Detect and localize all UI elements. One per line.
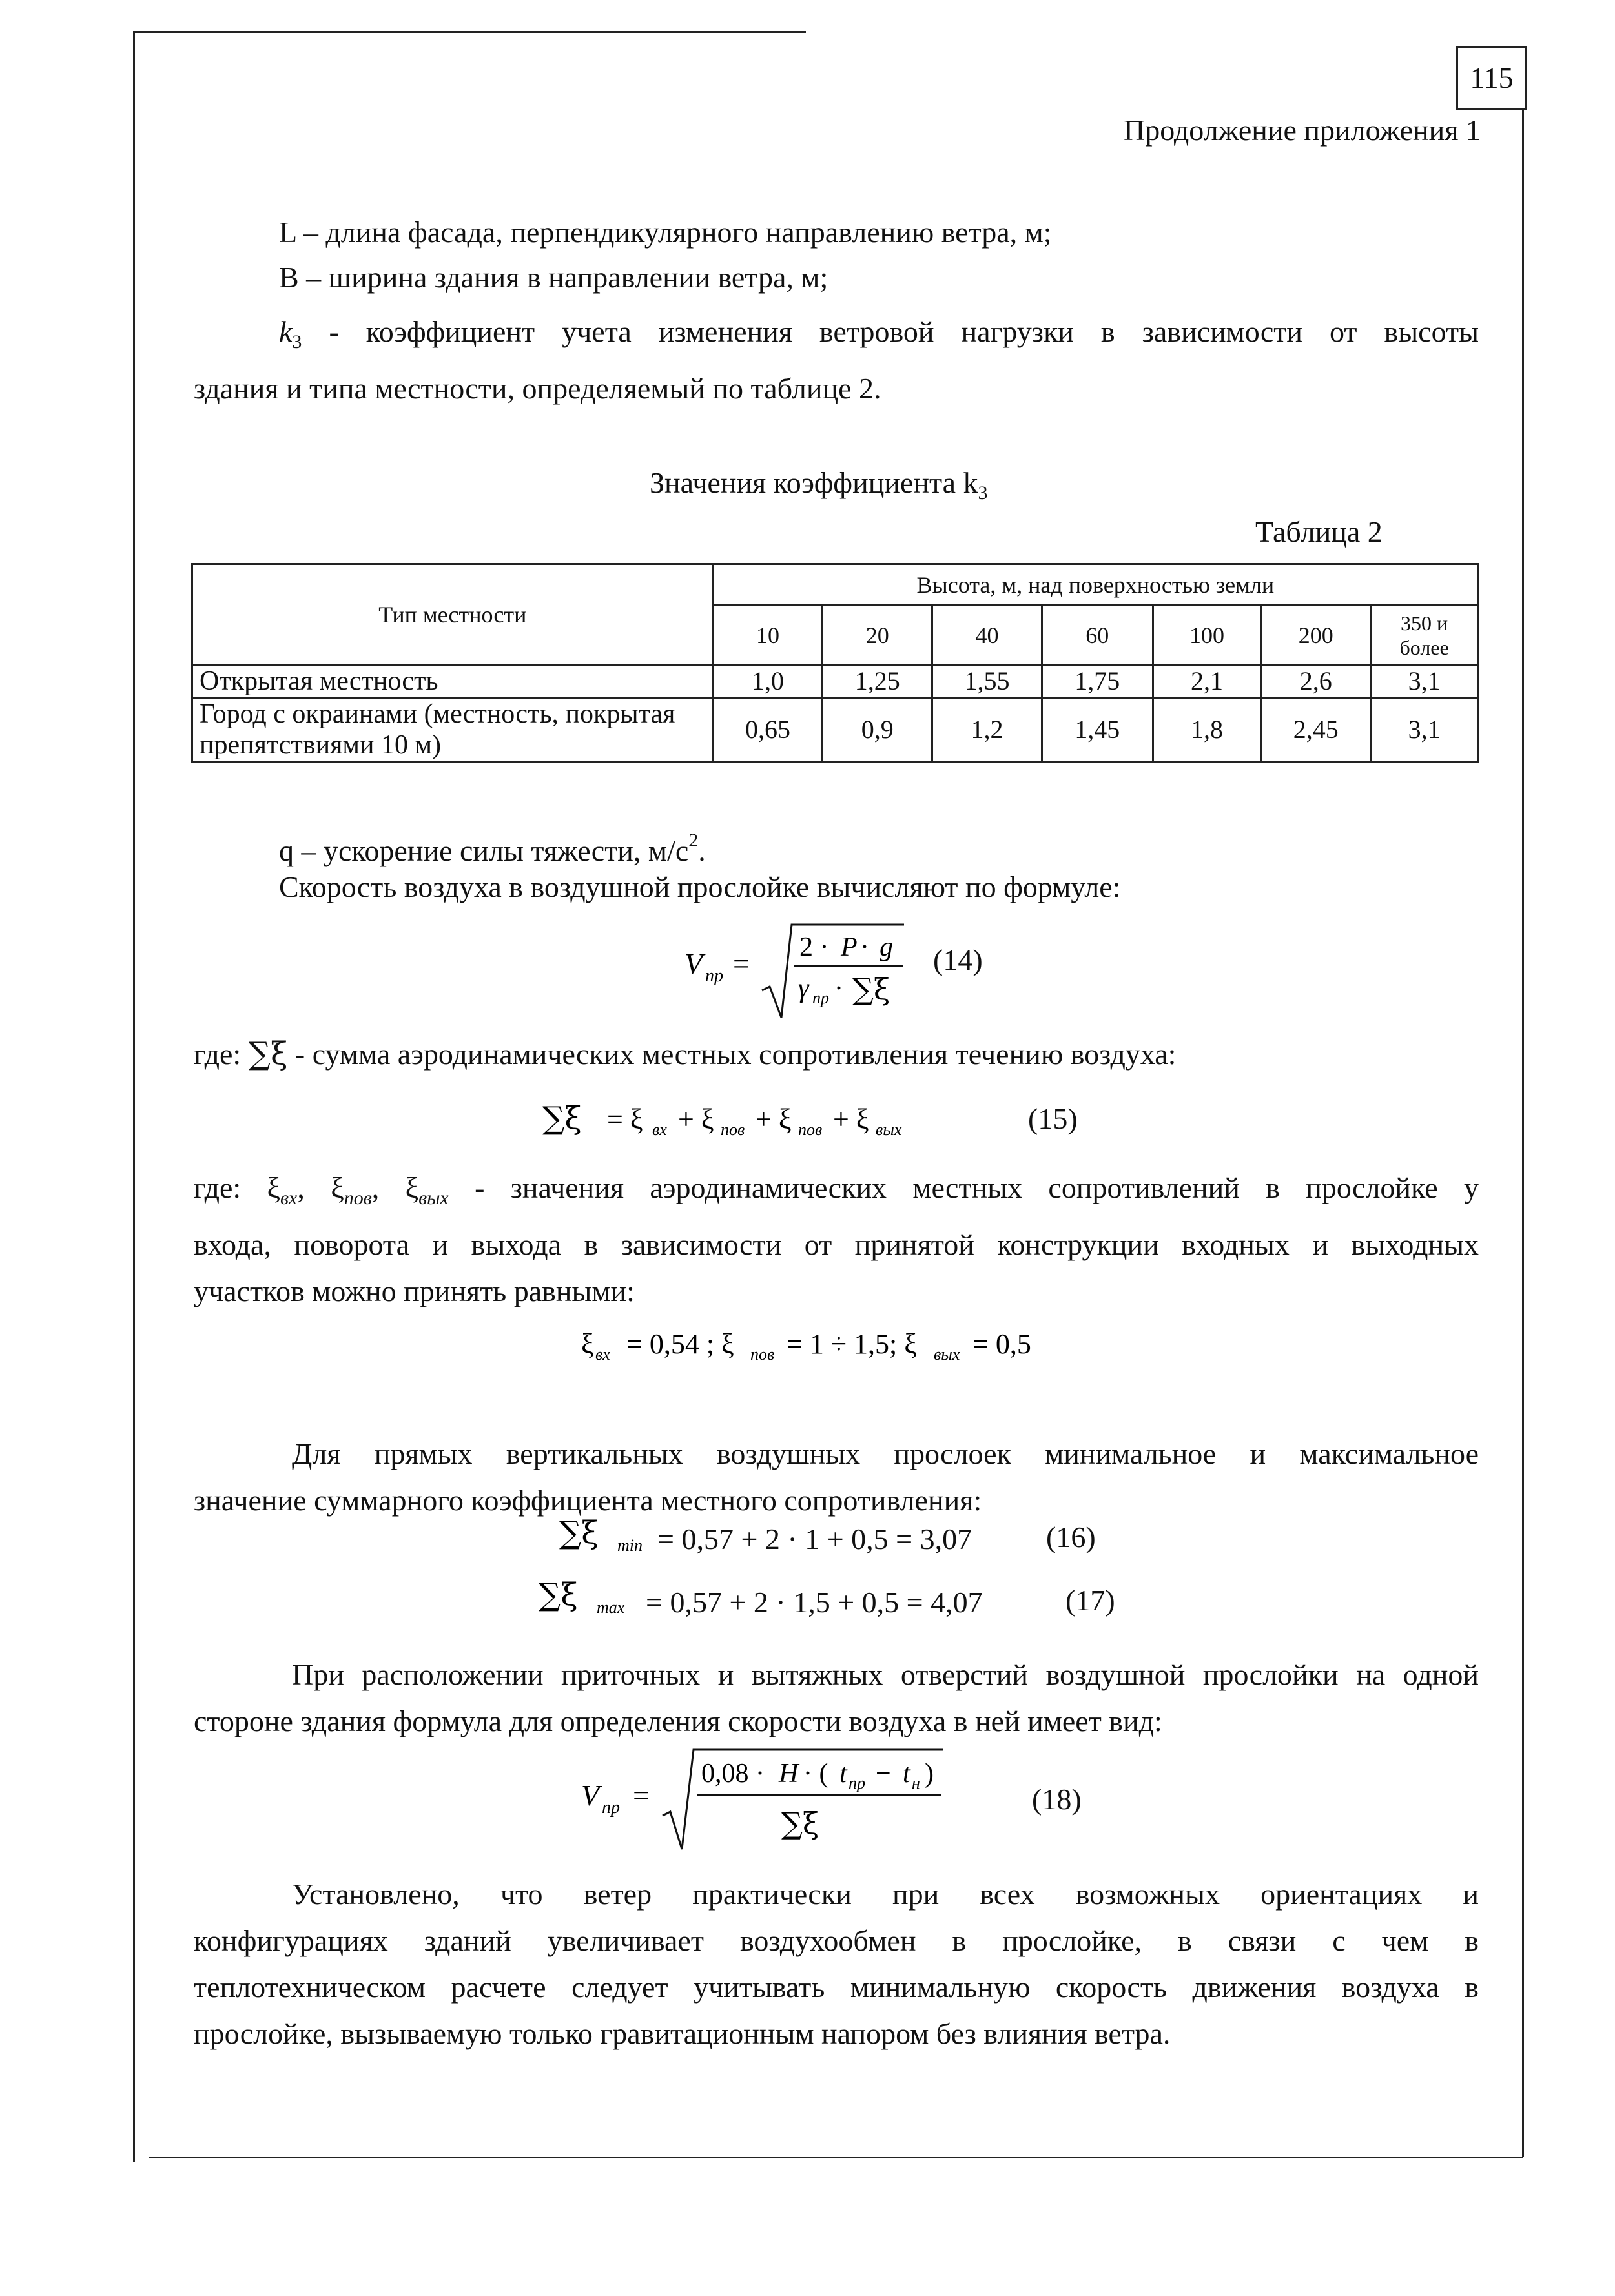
table-cell: 0,65 — [713, 698, 823, 762]
k3-table — [191, 563, 1479, 763]
one-side-paragraph — [194, 1652, 1479, 1745]
svg-text:пр: пр — [812, 989, 829, 1007]
vertical-line1: Для прямых вертикальных воздушных прослоек минимальное и максимальное — [292, 1437, 1479, 1470]
svg-text:∑ξ: ∑ξ — [559, 1515, 599, 1551]
table-cell: 1,0 — [713, 665, 823, 698]
table-cell: 2,1 — [1153, 665, 1261, 698]
height-cell: 40 — [932, 606, 1042, 665]
sum-def-prefix: где: — [194, 1038, 242, 1071]
svg-text:∑ξ: ∑ξ — [781, 1806, 819, 1841]
svg-text:2 ·: 2 · — [799, 932, 829, 962]
svg-text:g: g — [880, 932, 893, 962]
svg-text:= ξ: = ξ — [607, 1103, 643, 1135]
def-L: L – длина фасада, перпендикулярного направлению ветра, м; — [279, 216, 1052, 249]
k3-symbol: k — [279, 315, 293, 348]
svg-text:∑ξ: ∑ξ — [542, 1100, 582, 1136]
height-cell: 200 — [1261, 606, 1371, 665]
sum-definition — [194, 1034, 1176, 1074]
sum-xi-symbol: ∑ξ — [248, 1036, 288, 1072]
svg-text:=: = — [733, 947, 750, 980]
appendix-header: Продолжение приложения 1 — [1124, 114, 1481, 147]
page-frame-right — [1522, 110, 1524, 2157]
final-line4: прослойке, вызываемую только гравитационным напором без влияния ветра. — [194, 2017, 1171, 2050]
final-paragraph — [194, 1871, 1479, 2057]
table-cell: 3,1 — [1371, 665, 1478, 698]
svg-text:V: V — [684, 947, 703, 980]
table-caption-index: 3 — [978, 482, 988, 504]
svg-text:max: max — [597, 1598, 625, 1617]
g-def-sup: 2 — [688, 830, 699, 851]
page-frame-bottom — [149, 2157, 1523, 2158]
table-number: Таблица 2 — [1255, 515, 1383, 548]
svg-text:· (: · ( — [803, 1759, 828, 1789]
formula-14 — [672, 919, 943, 1023]
final-line1: Установлено, что ветер практически при всех возможных ориентациях и — [292, 1878, 1479, 1911]
table-cell: 1,2 — [932, 698, 1042, 762]
table-row — [192, 665, 1478, 698]
where2-rest: - значения аэродинамических местных сопротивлений в прослойке у — [448, 1171, 1479, 1204]
eq-number-17: (17) — [1065, 1584, 1115, 1617]
table-cell: 2,45 — [1261, 698, 1371, 762]
def-B: В – ширина здания в направлении ветра, м; — [279, 261, 828, 294]
height-cell: 20 — [823, 606, 932, 665]
g-def-text: q – ускорение силы тяжести, м/с — [279, 834, 689, 867]
final-line2: конфигурациях зданий увеличивает воздухообмен в прослойке, в связи с чем в — [194, 1924, 1479, 1957]
svg-text:пр: пр — [849, 1774, 865, 1792]
page-frame-top — [134, 31, 806, 33]
where2-prefix: где: — [194, 1171, 242, 1204]
sum-def-text: - сумма аэродинамических местных сопротивления течению воздуха: — [287, 1038, 1177, 1071]
svg-text:вых: вых — [876, 1120, 902, 1139]
oneside-line1: При расположении приточных и вытяжных отверстий воздушной прослойки на одной — [292, 1658, 1479, 1691]
svg-text:·: · — [834, 974, 843, 1003]
svg-text:=: = — [633, 1779, 650, 1812]
height-cell: 60 — [1042, 606, 1153, 665]
svg-text:пов: пов — [798, 1120, 823, 1139]
col-header-height: Высота, м, над поверхностью земли — [713, 564, 1477, 606]
svg-text:ξ: ξ — [581, 1328, 594, 1360]
svg-text:= 0,5: = 0,5 — [972, 1328, 1031, 1360]
svg-text:вх: вх — [595, 1345, 610, 1364]
svg-text:min: min — [617, 1536, 643, 1555]
page-number: 115 — [1456, 46, 1527, 110]
table-cell: 2,6 — [1261, 665, 1371, 698]
table-row — [192, 698, 1478, 762]
table-cell: 1,25 — [823, 665, 932, 698]
svg-text:0,08 ·: 0,08 · — [701, 1759, 765, 1789]
where2-line2: входа, поворота и выхода в зависимости от принятой конструкции входных и выходных — [194, 1228, 1479, 1261]
table-cell: 1,45 — [1042, 698, 1153, 762]
svg-text:+ ξ: + ξ — [756, 1103, 792, 1135]
final-line3: теплотехническом расчете следует учитывать минимальную скорость движения воздуха в — [194, 1971, 1479, 2004]
speed-intro: Скорость воздуха в воздушной прослойке вычисляют по формуле: — [279, 870, 1121, 903]
height-cell: 350 и более — [1371, 606, 1478, 665]
eq-number-15: (15) — [1028, 1102, 1078, 1135]
xi-values-graphic — [581, 1322, 1098, 1368]
svg-text:t: t — [839, 1759, 847, 1789]
height-cell: 10 — [713, 606, 823, 665]
table-caption-text: Значения коэффициента k — [650, 466, 978, 499]
vertical-line2: значение суммарного коэффициента местного сопротивления: — [194, 1484, 982, 1517]
height-cell: 100 — [1153, 606, 1261, 665]
svg-text:∑ξ: ∑ξ — [852, 972, 890, 1007]
where2-line3: участков можно принять равными: — [194, 1275, 635, 1307]
k3-index: 3 — [292, 331, 302, 353]
svg-text:γ: γ — [798, 974, 809, 1003]
g-def-end: . — [698, 834, 706, 867]
svg-text:H: H — [779, 1759, 799, 1789]
table-caption — [650, 464, 988, 513]
svg-text:пр: пр — [705, 966, 723, 986]
where-values-paragraph: где: $\xi_{вх}$, $\xi_{пов}$, $\xi_{вых}$ - значения аэродинамических местных сопротивлений в прослойке у входа, поворота и выхода в зависимости от принятой конструкции входных и выходных участков можно принять равными: — [194, 1165, 1479, 1315]
table-cell: 0,9 — [823, 698, 932, 762]
page-frame-left — [133, 31, 135, 2162]
def-k3 — [194, 309, 1479, 412]
oneside-line2: стороне здания формула для определения скорости воздуха в ней имеет вид: — [194, 1705, 1162, 1737]
svg-text:): ) — [925, 1759, 934, 1789]
svg-text:вх: вх — [652, 1120, 667, 1139]
svg-text:+ ξ: + ξ — [678, 1103, 714, 1135]
svg-text:н: н — [912, 1774, 920, 1792]
table-cell: 1,75 — [1042, 665, 1153, 698]
g-definition — [279, 821, 706, 870]
eq16-rhs: = 0,57 + 2 · 1 + 0,5 = 3,07 — [657, 1522, 972, 1555]
svg-text:пов: пов — [721, 1120, 745, 1139]
table-cell: 1,55 — [932, 665, 1042, 698]
svg-text:пов: пов — [750, 1345, 775, 1364]
xi-values-formula — [581, 1322, 1098, 1368]
svg-text:V: V — [581, 1779, 600, 1812]
svg-text:= 0,54 ; ξ: = 0,54 ; ξ — [626, 1328, 734, 1360]
formula-18-graphic — [568, 1743, 969, 1853]
svg-text:вых: вых — [934, 1345, 960, 1364]
svg-text:пр: пр — [602, 1798, 620, 1818]
formula-18 — [568, 1743, 969, 1853]
row-label: Город с окраинами (местность, покрытая препятствиями 10 м) — [192, 698, 714, 762]
eq-number-16: (16) — [1046, 1521, 1096, 1553]
formula-14-graphic — [672, 919, 943, 1023]
svg-text:= 1 ÷ 1,5; ξ: = 1 ÷ 1,5; ξ — [787, 1328, 917, 1360]
svg-text:∑ξ: ∑ξ — [539, 1577, 578, 1613]
k3-line1: - коэффициент учета изменения ветровой нагрузки в зависимости от высоты — [302, 315, 1479, 348]
svg-text:·: · — [860, 932, 869, 962]
svg-text:t: t — [903, 1759, 910, 1789]
svg-text:−: − — [876, 1759, 891, 1789]
row-label: Открытая местность — [192, 665, 714, 698]
col-header-type: Тип местности — [192, 564, 714, 665]
table-cell: 3,1 — [1371, 698, 1478, 762]
eq17-rhs: = 0,57 + 2 · 1,5 + 0,5 = 4,07 — [646, 1586, 983, 1619]
table-cell: 1,8 — [1153, 698, 1261, 762]
k3-line2: здания и типа местности, определяемый по таблице 2. — [194, 372, 881, 405]
eq-number-18: (18) — [1032, 1783, 1082, 1816]
svg-text:P: P — [841, 932, 858, 962]
svg-text:+ ξ: + ξ — [833, 1103, 869, 1135]
eq-number-14: (14) — [933, 943, 983, 976]
